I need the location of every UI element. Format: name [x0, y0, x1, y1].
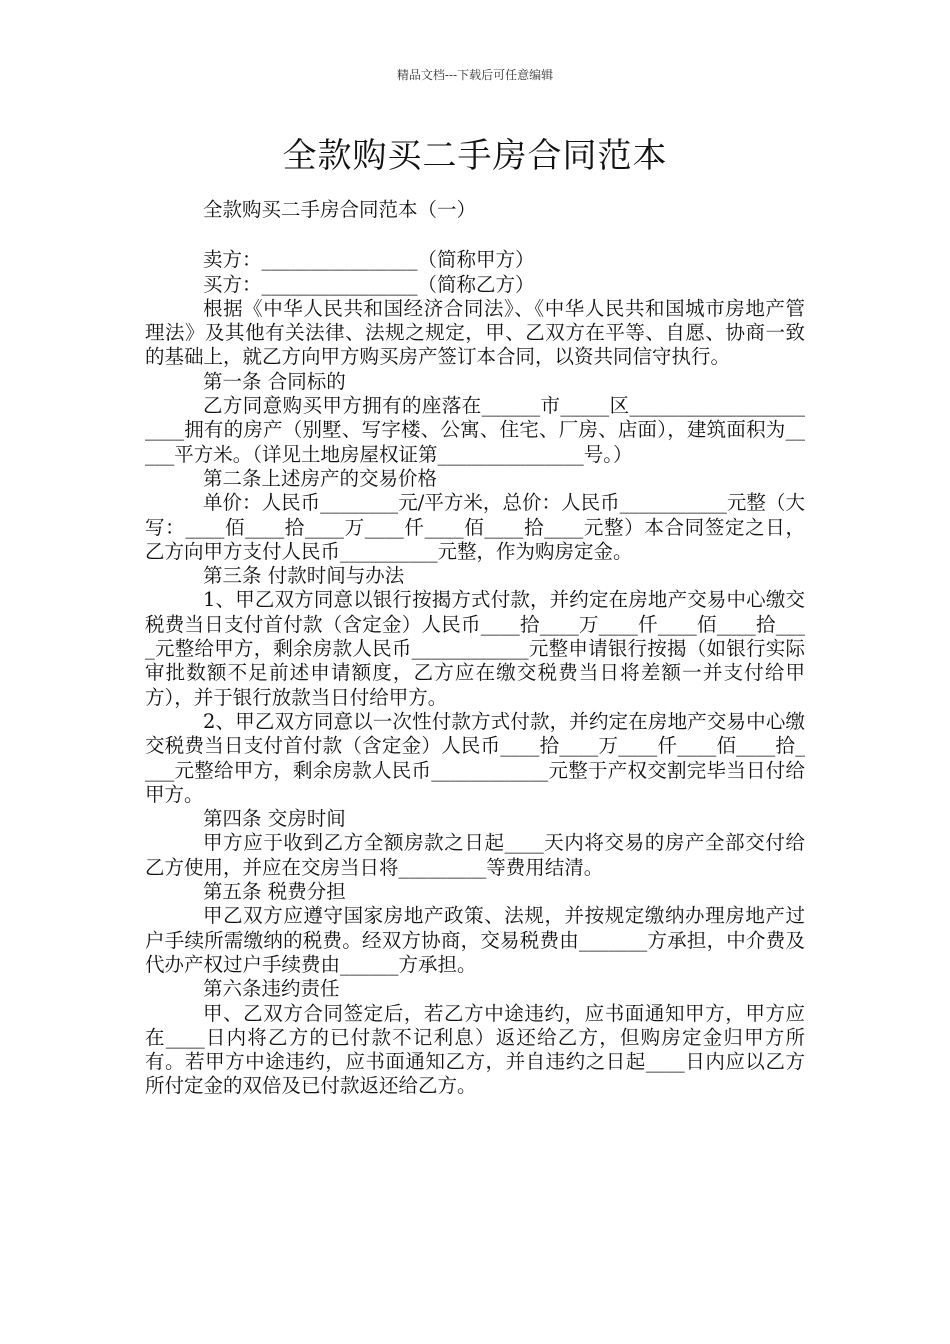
page-header: 精品文档---下载后可任意编辑 [396, 68, 554, 82]
article-3-clause-1: 1、甲乙双方同意以银行按揭方式付款，并约定在房地产交易中心缴交税费当日支付首付款（含定金）人民币____拾____万____仟____佰____拾____元整给甲方，剩余房款人民币____________元整申请银行按揭（如银行实际审批数额不足前述申请额度，乙方应在缴交税费当日将差额一并支付给甲方），并于银行放款当日付给甲方。 [145, 588, 805, 709]
article-4-heading: 第四条 交房时间 [203, 807, 346, 831]
article-3-clause-2: 2、甲乙双方同意以一次性付款方式付款，并约定在房地产交易中心缴交税费当日支付首付款（含定金）人民币____拾____万____仟____佰____拾____元整给甲方，剩余房款人民币____________元整于产权交割完毕当日付给甲方。 [145, 709, 805, 806]
article-2-heading: 第二条上述房产的交易价格 [203, 466, 438, 490]
article-6-paragraph: 甲、乙双方合同签定后，若乙方中途违约，应书面通知甲方，甲方应在____日内将乙方的已付款不记利息）返还给乙方，但购房定金归甲方所有。若甲方中途违约，应书面通知乙方，并自违约之日起____日内应以乙方所付定金的双倍及已付款返还给乙方。 [145, 1001, 805, 1098]
article-5-paragraph: 甲乙双方应遵守国家房地产政策、法规，并按规定缴纳办理房地产过户手续所需缴纳的税费。经双方协商，交易税费由_______方承担，中介费及代办产权过户手续费由______方承担。 [145, 904, 805, 976]
article-5-heading: 第五条 税费分担 [203, 880, 346, 904]
article-6-heading: 第六条违约责任 [203, 977, 340, 1001]
buyer-line: 买方：________________（简称乙方） [203, 272, 535, 296]
preamble-paragraph: 根据《中华人民共和国经济合同法》、《中华人民共和国城市房地产管理法》及其他有关法律、法规之规定，甲、乙双方在平等、自愿、协商一致的基础上，就乙方向甲方购买房产签订本合同，以资共同信守执行。 [145, 296, 805, 369]
article-4-paragraph: 甲方应于收到乙方全额房款之日起____天内将交易的房产全部交付给乙方使用，并应在交房当日将_________等费用结清。 [145, 831, 805, 879]
article-2-paragraph: 单价：人民币________元/平方米，总价：人民币___________元整（大写：____佰____拾____万____仟____佰____拾____元整）本合同签定之日，乙方向甲方支付人民币__________元整，作为购房定金。 [145, 491, 805, 563]
article-1-heading: 第一条 合同标的 [203, 369, 346, 393]
article-3-heading: 第三条 付款时间与办法 [203, 564, 405, 588]
document-title: 全款购买二手房合同范本 [282, 136, 668, 176]
article-1-paragraph: 乙方同意购买甲方拥有的座落在______市_____区______________________拥有的房产（别墅、写字楼、公寓、住宅、厂房、店面），建筑面积为_____平方米。（详见土地房屋权证第_______________号。） [145, 394, 805, 466]
document-body [145, 198, 805, 1099]
seller-line: 卖方：________________（简称甲方） [203, 248, 535, 272]
document-subtitle: 全款购买二手房合同范本（一） [203, 198, 477, 221]
